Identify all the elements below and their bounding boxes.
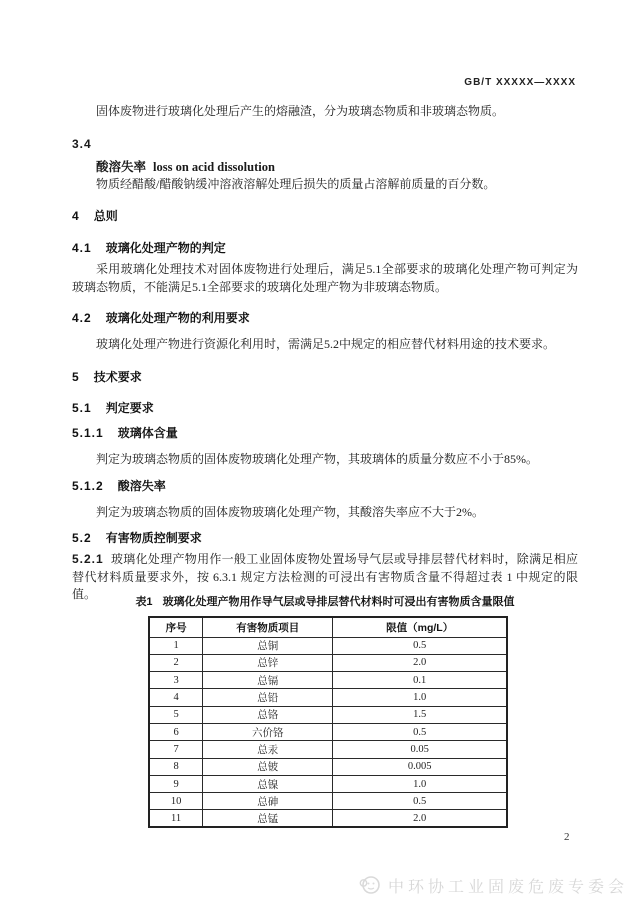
term-definition: 物质经醋酸/醋酸钠缓冲溶液溶解处理后损失的质量占溶解前质量的百分数。 xyxy=(96,177,496,191)
heading-section-5-1 xyxy=(72,399,154,416)
watermark xyxy=(358,873,628,897)
cell-no: 7 xyxy=(149,741,203,758)
table-row xyxy=(149,706,507,723)
cell-item: 总铍 xyxy=(203,758,333,775)
cell-no: 3 xyxy=(149,672,203,689)
table-header-row xyxy=(149,617,507,637)
column-header-item: 有害物质项目 xyxy=(203,617,333,637)
cell-limit: 0.5 xyxy=(333,637,507,654)
cell-limit: 1.0 xyxy=(333,689,507,706)
heading-section-4-1 xyxy=(72,239,226,256)
cell-limit: 0.05 xyxy=(333,741,507,758)
cell-limit: 0.005 xyxy=(333,758,507,775)
table-caption xyxy=(72,593,578,609)
heading-title: 有害物质控制要求 xyxy=(105,531,202,545)
cell-item: 总铅 xyxy=(203,689,333,706)
heading-number: 5.2 xyxy=(72,531,92,545)
heading-section-5-2 xyxy=(72,529,202,546)
clause-number-inline: 5.2.1 xyxy=(72,552,104,566)
table-caption-title: 玻璃化处理产物用作导气层或导排层替代材料时可浸出有害物质含量限值 xyxy=(162,596,515,608)
table-row xyxy=(149,810,507,827)
heading-title: 玻璃化处理产物的利用要求 xyxy=(105,311,250,325)
term-clause-number: 3.4 xyxy=(72,137,92,151)
cell-limit: 1.0 xyxy=(333,775,507,792)
table-caption-label: 表1 xyxy=(135,596,153,608)
heading-title: 技术要求 xyxy=(93,370,142,384)
cell-no: 5 xyxy=(149,706,203,723)
table-row xyxy=(149,741,507,758)
cell-item: 总锰 xyxy=(203,810,333,827)
pollutant-limit-table xyxy=(148,616,508,828)
cell-no: 2 xyxy=(149,654,203,671)
standard-code-header: GB/T XXXXX—XXXX xyxy=(464,77,576,88)
table-row xyxy=(149,775,507,792)
heading-number: 4 xyxy=(72,209,80,223)
cell-item: 总汞 xyxy=(203,741,333,758)
watermark-text: 中环协工业固废危废专委会 xyxy=(387,878,628,896)
cell-item: 总镉 xyxy=(203,672,333,689)
cell-item: 六价铬 xyxy=(203,723,333,740)
cell-item: 总铜 xyxy=(203,637,333,654)
column-header-limit: 限值（mg/L） xyxy=(333,617,507,637)
cell-item: 总砷 xyxy=(203,793,333,810)
table-row xyxy=(149,793,507,810)
heading-number: 4.2 xyxy=(72,311,92,325)
term-intro-paragraph: 固体废物进行玻璃化处理后产生的熔融渣，分为玻璃态物质和非玻璃态物质。 xyxy=(96,104,505,118)
cell-no: 8 xyxy=(149,758,203,775)
heading-section-4 xyxy=(72,207,118,224)
paragraph-4-2: 玻璃化处理产物进行资源化利用时，需满足5.2中规定的相应替代材料用途的技术要求。 xyxy=(96,337,556,351)
cell-limit: 0.5 xyxy=(333,723,507,740)
heading-title: 判定要求 xyxy=(105,401,154,415)
clause-text: 玻璃化处理产物用作一般工业固体废物处置场导气层或导排层替代材料时，除满足相应替代材料质量要求外，按 6.3.1 规定方法检测的可浸出有害物质含量不得超过表 1 中规定的限值。 xyxy=(72,552,578,601)
cell-limit: 0.1 xyxy=(333,672,507,689)
cell-no: 4 xyxy=(149,689,203,706)
paragraph-5-1-1: 判定为玻璃态物质的固体废物玻璃化处理产物，其玻璃体的质量分数应不小于85%。 xyxy=(96,452,538,466)
heading-number: 5.1.2 xyxy=(72,479,104,493)
association-logo-icon xyxy=(358,873,382,897)
heading-number: 4.1 xyxy=(72,241,92,255)
term-name-english: loss on acid dissolution xyxy=(153,160,275,174)
cell-no: 10 xyxy=(149,793,203,810)
cell-limit: 0.5 xyxy=(333,793,507,810)
cell-item: 总铬 xyxy=(203,706,333,723)
heading-number: 5.1 xyxy=(72,401,92,415)
table-row xyxy=(149,723,507,740)
cell-no: 11 xyxy=(149,810,203,827)
heading-title: 玻璃体含量 xyxy=(117,426,178,440)
cell-no: 9 xyxy=(149,775,203,792)
table-row xyxy=(149,758,507,775)
page-number: 2 xyxy=(564,831,570,843)
term-heading xyxy=(96,157,275,176)
column-header-no: 序号 xyxy=(149,617,203,637)
heading-title: 总则 xyxy=(93,209,118,223)
cell-limit: 2.0 xyxy=(333,810,507,827)
heading-number: 5.1.1 xyxy=(72,426,104,440)
table-row xyxy=(149,654,507,671)
heading-section-5-1-1 xyxy=(72,424,178,441)
cell-no: 1 xyxy=(149,637,203,654)
term-name-chinese: 酸溶失率 xyxy=(96,160,147,174)
heading-section-5-1-2 xyxy=(72,477,166,494)
cell-limit: 2.0 xyxy=(333,654,507,671)
cell-item: 总锌 xyxy=(203,654,333,671)
cell-no: 6 xyxy=(149,723,203,740)
cell-limit: 1.5 xyxy=(333,706,507,723)
paragraph-5-1-2: 判定为玻璃态物质的固体废物玻璃化处理产物，其酸溶失率应不大于2%。 xyxy=(96,505,484,519)
heading-title: 玻璃化处理产物的判定 xyxy=(105,241,226,255)
heading-section-4-2 xyxy=(72,309,250,326)
cell-item: 总镍 xyxy=(203,775,333,792)
heading-title: 酸溶失率 xyxy=(117,479,166,493)
heading-number: 5 xyxy=(72,370,80,384)
table-row xyxy=(149,672,507,689)
table-row xyxy=(149,637,507,654)
paragraph-4-1: 采用玻璃化处理技术对固体废物进行处理后，满足5.1全部要求的玻璃化处理产物可判定为玻璃态物质，不能满足5.1全部要求的玻璃化处理产物为非玻璃态物质。 xyxy=(72,262,578,294)
heading-section-5 xyxy=(72,368,142,385)
table-row xyxy=(149,689,507,706)
